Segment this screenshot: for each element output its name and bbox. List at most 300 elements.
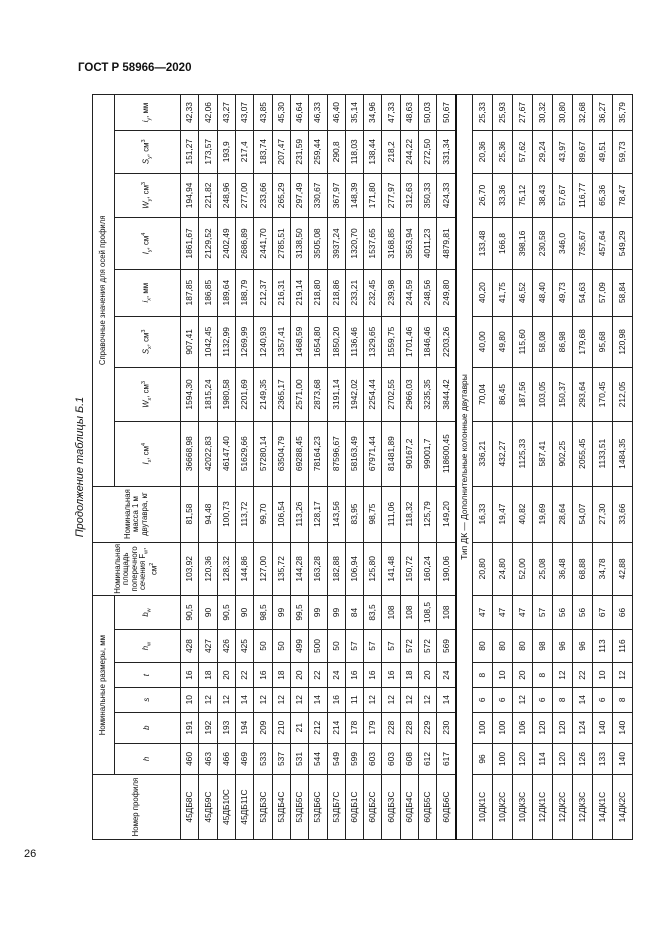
profile-cell: 14ДК1С	[592, 775, 612, 840]
table-cell: 537	[272, 743, 290, 774]
table-cell: 193,9	[217, 131, 235, 173]
table-cell: 735,67	[572, 218, 592, 269]
table-cell: 14	[572, 687, 592, 712]
table-cell: 63504,79	[272, 421, 290, 486]
table-cell: 2785,51	[272, 218, 290, 269]
col-header-t: t	[115, 663, 181, 688]
table-cell: 24	[437, 663, 456, 688]
section-title: Тип ДК — Дополнительные колонные двутавры	[456, 95, 472, 840]
col-header-reference: Справочные значения для осей профиля	[93, 95, 115, 487]
table-cell: 99	[272, 596, 290, 630]
col-header-profile: Номер профиля	[93, 775, 181, 840]
table-cell: 116	[612, 629, 632, 663]
table-cell: 907,41	[181, 316, 199, 367]
table-cell: 49,51	[592, 131, 612, 173]
table-cell: 272,50	[419, 131, 437, 173]
table-cell: 22	[235, 663, 253, 688]
col-header-h: h	[115, 743, 181, 774]
col-header-ix-moment: $I_x$, $см^4$	[115, 421, 181, 486]
table-cell: 16	[345, 663, 363, 688]
table-cell: 99,5	[290, 596, 308, 630]
table-cell: 47	[512, 596, 532, 630]
table-cell: 58,84	[612, 269, 632, 316]
table-cell: 140	[592, 712, 612, 743]
table-cell: 41,75	[492, 269, 512, 316]
table-cell: 52,00	[512, 542, 532, 596]
table-cell: 45,30	[272, 95, 290, 131]
table-cell: 2201,69	[235, 368, 253, 422]
table-cell: 239,98	[382, 269, 400, 316]
table-cell: 6	[592, 687, 612, 712]
table-cell: 34,96	[364, 95, 382, 131]
table-cell: 26,70	[472, 173, 492, 218]
table-cell: 16	[181, 663, 199, 688]
table-cell: 43,97	[552, 131, 572, 173]
table-cell: 32,68	[572, 95, 592, 131]
table-cell: 67	[592, 596, 612, 630]
table-cell: 20	[290, 663, 308, 688]
profile-cell: 45ДБ10С	[217, 775, 235, 840]
table-cell: 127,00	[254, 542, 272, 596]
table-cell: 48,40	[532, 269, 552, 316]
table-cell: 218,2	[382, 131, 400, 173]
table-cell: 116,77	[572, 173, 592, 218]
table-cell: 218,80	[309, 269, 327, 316]
table-cell: 230	[437, 712, 456, 743]
table-cell: 549	[327, 743, 345, 774]
table-cell: 2966,03	[400, 368, 418, 422]
table-cell: 141,48	[382, 542, 400, 596]
table-cell: 12	[612, 663, 632, 688]
table-cell: 20,80	[472, 542, 492, 596]
table-cell: 191	[181, 712, 199, 743]
table-row	[437, 95, 456, 840]
table-cell: 500	[309, 629, 327, 663]
table-cell: 1133,51	[592, 421, 612, 486]
profile-cell: 60ДБ2С	[364, 775, 382, 840]
table-cell: 54,63	[572, 269, 592, 316]
table-cell: 40,82	[512, 486, 532, 542]
table-cell: 96	[472, 743, 492, 774]
table-cell: 11	[345, 687, 363, 712]
table-cell: 3191,14	[327, 368, 345, 422]
table-cell: 1861,67	[181, 218, 199, 269]
table-cell: 457,64	[592, 218, 612, 269]
table-cell: 14	[235, 687, 253, 712]
table-cell: 108	[400, 596, 418, 630]
table-cell: 34,78	[592, 542, 612, 596]
table-cell: 216,31	[272, 269, 290, 316]
table-cell: 330,67	[309, 173, 327, 218]
table-cell: 50	[272, 629, 290, 663]
table-cell: 100	[492, 743, 512, 774]
table-cell: 25,93	[492, 95, 512, 131]
table-cell: 80	[492, 629, 512, 663]
profile-cell: 45ДБ8С	[181, 775, 199, 840]
table-cell: 228	[400, 712, 418, 743]
col-header-s: s	[115, 687, 181, 712]
table-cell: 212,05	[612, 368, 632, 422]
table-cell: 219,14	[290, 269, 308, 316]
table-cell: 108	[382, 596, 400, 630]
profile-cell: 14ДК2С	[612, 775, 632, 840]
table-cell: 46,52	[512, 269, 532, 316]
profile-cell: 45ДБ9С	[199, 775, 217, 840]
table-cell: 10	[492, 663, 512, 688]
col-header-iy-moment: $I_y$, $см^4$	[115, 218, 181, 269]
table-row	[419, 95, 437, 840]
table-cell: 230,58	[532, 218, 552, 269]
table-cell: 100	[472, 712, 492, 743]
table-cell: 50	[327, 629, 345, 663]
table-row	[572, 95, 592, 840]
table-cell: 617	[437, 743, 456, 774]
table-cell: 16	[327, 687, 345, 712]
table-cell: 50	[254, 629, 272, 663]
table-cell: 463	[199, 743, 217, 774]
document-header: ГОСТ Р 58966—2020	[78, 62, 192, 74]
table-cell: 1329,65	[364, 316, 382, 367]
col-header-bw: $b_w$	[115, 596, 181, 630]
table-cell: 78,47	[612, 173, 632, 218]
table-cell: 33,66	[612, 486, 632, 542]
table-cell: 6	[532, 687, 552, 712]
table-cell: 1559,75	[382, 316, 400, 367]
table-row	[592, 95, 612, 840]
table-cell: 25,08	[532, 542, 552, 596]
table-cell: 118600,45	[437, 421, 456, 486]
profile-cell: 60ДБ6С	[437, 775, 456, 840]
table-cell: 2441,70	[254, 218, 272, 269]
table-cell: 128,32	[217, 542, 235, 596]
table-cell: 336,21	[472, 421, 492, 486]
col-header-nominal-dims: Номинальные размеры, мм	[93, 596, 115, 775]
table-cell: 1125,33	[512, 421, 532, 486]
table-row	[217, 95, 235, 840]
table-cell: 16	[364, 663, 382, 688]
col-header-hw: $h_w$	[115, 629, 181, 663]
profile-cell: 53ДБ5С	[290, 775, 308, 840]
table-cell: 24	[327, 663, 345, 688]
table-row	[382, 95, 400, 840]
table-cell: 106	[512, 712, 532, 743]
table-cell: 214	[327, 712, 345, 743]
table-cell: 249,80	[437, 269, 456, 316]
table-cell: 50,03	[419, 95, 437, 131]
table-cell: 3168,85	[382, 218, 400, 269]
table-cell: 25,33	[472, 95, 492, 131]
table-cell: 120	[552, 712, 572, 743]
table-cell: 46,40	[327, 95, 345, 131]
table-cell: 103,05	[532, 368, 552, 422]
table-cell: 233,21	[345, 269, 363, 316]
table-cell: 902,25	[552, 421, 572, 486]
table-cell: 194	[235, 712, 253, 743]
table-cell: 259,44	[309, 131, 327, 173]
table-cell: 57	[345, 629, 363, 663]
table-row	[309, 95, 327, 840]
table-cell: 367,97	[327, 173, 345, 218]
table-cell: 99	[309, 596, 327, 630]
table-cell: 46147,40	[217, 421, 235, 486]
table-cell: 1357,41	[272, 316, 290, 367]
col-header-iy-radius: $i_y$, мм	[115, 95, 181, 131]
table-cell: 114	[532, 743, 552, 774]
table-cell: 232,45	[364, 269, 382, 316]
table-cell: 14	[309, 687, 327, 712]
table-cell: 608	[400, 743, 418, 774]
table-cell: 469	[235, 743, 253, 774]
table-cell: 96	[552, 629, 572, 663]
col-header-mass: Номинальная масса 1 м двутавра, кг	[93, 486, 181, 542]
profile-table	[92, 94, 633, 840]
table-cell: 46,33	[309, 95, 327, 131]
table-cell: 20,36	[472, 131, 492, 173]
table-cell: 1942,02	[345, 368, 363, 422]
table-cell: 531	[290, 743, 308, 774]
table-cell: 59,73	[612, 131, 632, 173]
table-cell: 113,72	[235, 486, 253, 542]
table-cell: 106,54	[272, 486, 290, 542]
table-cell: 248,96	[217, 173, 235, 218]
table-cell: 3235,35	[419, 368, 437, 422]
table-cell: 80	[512, 629, 532, 663]
col-header-sx: $S_x$, $см^3$	[115, 316, 181, 367]
table-cell: 25,36	[492, 131, 512, 173]
table-row	[364, 95, 382, 840]
table-cell: 12	[419, 687, 437, 712]
table-cell: 1654,80	[309, 316, 327, 367]
table-cell: 87596,67	[327, 421, 345, 486]
table-cell: 587,41	[532, 421, 552, 486]
table-cell: 99,70	[254, 486, 272, 542]
table-cell: 10	[592, 663, 612, 688]
table-cell: 3505,08	[309, 218, 327, 269]
table-row	[345, 95, 363, 840]
table-cell: 57,09	[592, 269, 612, 316]
table-cell: 192	[199, 712, 217, 743]
table-cell: 1980,58	[217, 368, 235, 422]
table-cell: 133	[592, 743, 612, 774]
table-cell: 603	[382, 743, 400, 774]
table-cell: 98,5	[254, 596, 272, 630]
table-cell: 244,22	[400, 131, 418, 173]
table-cell: 125,80	[364, 542, 382, 596]
table-cell: 427	[199, 629, 217, 663]
table-cell: 212	[309, 712, 327, 743]
table-cell: 210	[272, 712, 290, 743]
table-cell: 133,48	[472, 218, 492, 269]
section-row	[456, 95, 472, 840]
table-cell: 69288,45	[290, 421, 308, 486]
table-cell: 244,59	[400, 269, 418, 316]
table-cell: 14	[437, 687, 456, 712]
table-cell: 297,49	[290, 173, 308, 218]
table-cell: 115,60	[512, 316, 532, 367]
table-cell: 140	[612, 712, 632, 743]
table-cell: 2365,17	[272, 368, 290, 422]
table-cell: 428	[181, 629, 199, 663]
table-cell: 10	[181, 687, 199, 712]
table-cell: 19,69	[532, 486, 552, 542]
table-cell: 12	[254, 687, 272, 712]
table-cell: 182,88	[327, 542, 345, 596]
table-cell: 58163,49	[345, 421, 363, 486]
table-cell: 86,98	[552, 316, 572, 367]
table-cell: 86,45	[492, 368, 512, 422]
table-cell: 1594,30	[181, 368, 199, 422]
table-cell: 3138,50	[290, 218, 308, 269]
table-cell: 6	[472, 687, 492, 712]
table-cell: 33,36	[492, 173, 512, 218]
table-cell: 47,33	[382, 95, 400, 131]
table-cell: 533	[254, 743, 272, 774]
table-cell: 75,12	[512, 173, 532, 218]
table-cell: 1240,93	[254, 316, 272, 367]
table-cell: 49,73	[552, 269, 572, 316]
table-cell: 231,59	[290, 131, 308, 173]
table-cell: 94,48	[199, 486, 217, 542]
table-cell: 183,74	[254, 131, 272, 173]
table-cell: 277,97	[382, 173, 400, 218]
table-cell: 36668,98	[181, 421, 199, 486]
table-cell: 78164,23	[309, 421, 327, 486]
table-cell: 30,80	[552, 95, 572, 131]
profile-cell: 10ДК1С	[472, 775, 492, 840]
table-cell: 12	[199, 687, 217, 712]
table-cell: 265,29	[272, 173, 290, 218]
table-cell: 68,88	[572, 542, 592, 596]
table-cell: 50,67	[437, 95, 456, 131]
table-cell: 193	[217, 712, 235, 743]
table-row	[512, 95, 532, 840]
profile-cell: 10ДК3С	[512, 775, 532, 840]
table-row	[552, 95, 572, 840]
table-cell: 81481,89	[382, 421, 400, 486]
table-cell: 40,20	[472, 269, 492, 316]
col-header-b: b	[115, 712, 181, 743]
table-cell: 150,72	[400, 542, 418, 596]
profile-cell: 10ДК2С	[492, 775, 512, 840]
profile-cell: 53ДБ3С	[254, 775, 272, 840]
table-cell: 398,16	[512, 218, 532, 269]
table-cell: 18	[199, 663, 217, 688]
table-cell: 277,00	[235, 173, 253, 218]
rotated-table-container	[92, 94, 633, 840]
table-cell: 2254,44	[364, 368, 382, 422]
table-cell: 56	[552, 596, 572, 630]
table-cell: 20	[512, 663, 532, 688]
table-cell: 16,33	[472, 486, 492, 542]
table-cell: 171,80	[364, 173, 382, 218]
table-cell: 100,73	[217, 486, 235, 542]
table-cell: 148,39	[345, 173, 363, 218]
table-cell: 212,37	[254, 269, 272, 316]
table-cell: 8	[532, 663, 552, 688]
table-cell: 2149,35	[254, 368, 272, 422]
table-row	[235, 95, 253, 840]
table-cell: 103,92	[181, 542, 199, 596]
table-cell: 603	[364, 743, 382, 774]
profile-cell: 53ДБ6С	[309, 775, 327, 840]
table-cell: 149,20	[437, 486, 456, 542]
table-caption: Продолжение таблицы Б.1	[74, 396, 86, 538]
profile-cell: 53ДБ7С	[327, 775, 345, 840]
table-row	[254, 95, 272, 840]
table-cell: 2055,45	[572, 421, 592, 486]
table-cell: 4879,81	[437, 218, 456, 269]
table-cell: 120	[552, 743, 572, 774]
table-cell: 221,82	[199, 173, 217, 218]
table-cell: 144,86	[235, 542, 253, 596]
table-cell: 84	[345, 596, 363, 630]
table-cell: 16	[382, 663, 400, 688]
table-cell: 460	[181, 743, 199, 774]
table-cell: 1320,70	[345, 218, 363, 269]
table-cell: 187,56	[512, 368, 532, 422]
table-cell: 151,27	[181, 131, 199, 173]
table-cell: 3563,94	[400, 218, 418, 269]
table-cell: 98,75	[364, 486, 382, 542]
table-cell: 572	[419, 629, 437, 663]
table-cell: 42,33	[181, 95, 199, 131]
table-row	[327, 95, 345, 840]
table-cell: 1701,46	[400, 316, 418, 367]
table-cell: 194,94	[181, 173, 199, 218]
table-row	[612, 95, 632, 840]
table-cell: 108,5	[419, 596, 437, 630]
table-cell: 118,03	[345, 131, 363, 173]
table-cell: 20	[419, 663, 437, 688]
profile-cell: 53ДБ4С	[272, 775, 290, 840]
table-cell: 22	[309, 663, 327, 688]
table-cell: 47	[472, 596, 492, 630]
table-cell: 43,07	[235, 95, 253, 131]
table-cell: 569	[437, 629, 456, 663]
table-cell: 35,14	[345, 95, 363, 131]
table-cell: 96	[572, 629, 592, 663]
table-cell: 248,56	[419, 269, 437, 316]
table-cell: 170,45	[592, 368, 612, 422]
table-cell: 188,79	[235, 269, 253, 316]
table-cell: 113,26	[290, 486, 308, 542]
profile-cell: 60ДБ4С	[400, 775, 418, 840]
profile-cell: 45ДБ11С	[235, 775, 253, 840]
table-cell: 290,8	[327, 131, 345, 173]
table-cell: 108	[437, 596, 456, 630]
table-cell: 2571,00	[290, 368, 308, 422]
table-cell: 140	[612, 743, 632, 774]
table-cell: 36,48	[552, 542, 572, 596]
table-cell: 189,64	[217, 269, 235, 316]
table-cell: 166,8	[492, 218, 512, 269]
table-cell: 163,28	[309, 542, 327, 596]
table-cell: 424,33	[437, 173, 456, 218]
table-cell: 20	[217, 663, 235, 688]
table-cell: 106,94	[345, 542, 363, 596]
table-cell: 40,00	[472, 316, 492, 367]
table-cell: 46,64	[290, 95, 308, 131]
table-cell: 47	[492, 596, 512, 630]
table-row	[472, 95, 492, 840]
table-body-main	[181, 95, 457, 840]
table-cell: 28,64	[552, 486, 572, 542]
table-cell: 179	[364, 712, 382, 743]
table-cell: 12	[512, 687, 532, 712]
table-cell: 8	[552, 687, 572, 712]
col-header-wy: $W_y$, $см^3$	[115, 173, 181, 218]
table-cell: 12	[364, 687, 382, 712]
